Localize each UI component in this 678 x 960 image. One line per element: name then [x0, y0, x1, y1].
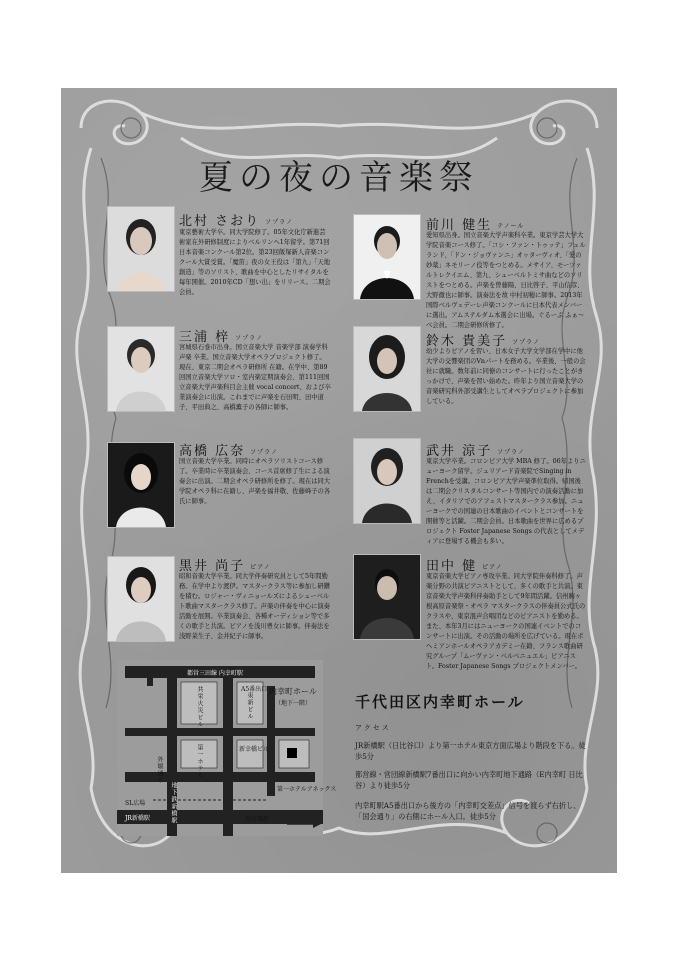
map-label-hall-sub: （地下一階）	[275, 700, 312, 707]
venue-name: 千代田区内幸町ホール	[355, 693, 525, 711]
performer-name-8: 田中 健 ピアノ	[426, 559, 503, 574]
performer-name-2: 前川 健生 テノール	[426, 218, 525, 233]
page-title: 夏の夜の音楽祭	[199, 158, 479, 198]
map-label-building-3: 第一ホテル	[196, 744, 203, 779]
performer-name-5: 高橋 広奈 ソプラノ	[179, 444, 278, 459]
access-line-1: JR新橋駅（日比谷口）より第一ホテル東京方面広場より階段を下る。徒歩5分	[355, 741, 586, 761]
map-label-jr: JR新橋駅	[125, 815, 150, 822]
performer-bio-7: 昭和音楽大学卒業。同大学伴奏研究員として5年間勤務。在学中より渡伊。マスタークラス等に参加し研鑽を積む。ロジャー・ヴィニョールズによるシューベルト歌曲マスタークラス修了。声楽の伴奏を中心に演奏活動を展開。卒業演奏会、各種オーディション等で多くの歌手と共演。ピアノを浅川豊女に師事。伴奏法を浅野菜生子、金井紀子に師事。	[179, 573, 330, 640]
performer-photo-5	[107, 442, 175, 528]
performer-name-4: 鈴木 貴美子 ソプラノ	[426, 334, 540, 349]
map-label-building-5: 第一ホテルアネックス	[277, 786, 337, 793]
performer-bio-6: 東京大学卒業。コロンビア大学 MBA 修了。06年よりニューヨーク留学。ジュリアード音楽院でSinging in Frenchを受講。コロンビア大学声楽準位取得。帰国後は二期会クリスタルコンサート等国内での演奏活動に加え、イタリアでのアフェストマスタークラス参加。ニューヨークでの国連の日本歌曲のイベントとコンサートを開催等と活躍。二期会会員。日本歌曲を世界に広めるプロジェクト Foster Japanese Songs の代表としてメディアに登場する機会も多い。	[426, 458, 586, 545]
map-label-building-2: 東新ビル	[246, 692, 253, 720]
map-label-sl: SL広場	[125, 800, 146, 807]
flyer-sheet	[61, 88, 617, 873]
access-line-2: 都営線・営団線新橋駅7番出口に向かい内幸町地下通路（E内幸町 日比谷）より徒歩5分	[355, 770, 583, 790]
performer-bio-1: 東京藝術大学卒。同大学院修了。05年文化庁新進芸術家在外研修制度によりベルリンへ1年留学。第71回日本音楽コンクール第2位。第23回飯塚新人音楽コンクール大賞受賞。「魔笛」夜の女王役は「第九」「天地創造」等のソリスト、歌曲を中心としたリサイタルを毎年開催。2010年CD「想い出」をリリース。二期会会員。	[179, 229, 331, 296]
map-label-street: 外堀通り	[156, 756, 163, 784]
performer-name-1: 北村 さおり ソプラノ	[179, 214, 293, 229]
performer-bio-4: 幼少よりピアノを習い、日本女子大学文学部在学中に他大学の交響楽団のVnパートを務める。卒業後、一般の会社に就職。数年前に同僚のコンサートに行ったことがきっかけで、声楽を習い始めた。昨年より国立音楽大学の音楽研究科外部受講生としてオペラプロジェクトに参加している。	[426, 348, 586, 405]
performer-photo-6	[353, 438, 421, 524]
performer-photo-2	[353, 214, 421, 300]
performer-bio-3: 宮城県石巻市出身。国立音楽大学 音楽学部 演奏学科 声楽 卒業。国立音楽大学オペラプロジェクト修了。現在、東京二期会オペラ研修所 在籍。在学中、第89回国立音楽大学ソロ・室内楽定期演奏会、第111回国立音楽大学声楽科目会主催 vocal concert、および卒業演奏会に出演。これまでに声楽を石田明、田中道子、平田典之、高橋薫子の各師に師事。	[179, 344, 331, 411]
access-heading: アクセス	[355, 724, 391, 732]
performer-name-6: 武井 涼子 ソプラノ	[426, 444, 525, 459]
map-label-building-1: 共栄火災ビル	[196, 686, 203, 728]
access-line-3: 内幸町駅A5番出口から後方の「内幸町交差点」信号を渡らず右折し、「国会通り」の右側にホール入口。徒歩5分	[355, 801, 581, 821]
performer-photo-4	[353, 326, 421, 412]
map-label-exit: A5番出口	[241, 686, 268, 693]
performer-photo-3	[107, 326, 175, 412]
performer-name-3: 三浦 梓 ソプラノ	[179, 330, 263, 345]
performer-photo-8	[353, 554, 421, 640]
performer-bio-8: 東京音楽大学ピアノ専攻卒業。同大学院伴奏科修了。声楽分野の共演ピアニストとして、多くの歌手と共演。東京音楽大学声楽科伴奏助手として9年間活躍。信州駒ヶ根高原音楽祭・オペラ マスタークラスの伴奏員公式氏のクラスや、東京混声合唱団などのピアニストを勤める。また、本年3月にはニューヨークの国連イベントでのコンサートに出演。その活動の場所を広げている。現在ボヘミアンホールオペラアカデミー在籍、フランス歌曲研究グループ「ムーヴァン・ベルベニュエル」ピアニスト。Foster Japanese Songs プロジェクトメンバー。	[426, 573, 586, 670]
performer-bio-2: 愛知県出身。国立音楽大学声楽科卒業。東京学芸大学大学院音楽コース修了。「コシ・ファン・トゥッテ」フェルランド、「ドン・ジョヴァンニ」オッターヴィオ、「愛の妙薬」ネモリーノ役等をつとめる。メサイア、モーツァルトレクイエム、第九、シューベルトミサ曲などのソリストをつとめる。声楽を曽藤陽、日比啓子、平山信彦、大野徹也に師事。演奏法を故 中村初穂に師事。2013年国際ベルヴェデーレ声楽コンクールに日本代表メンバーに選出。アムステルダム本選会に出場。ぐるーぷ ふぁ～べ会員。二期会研修所修了。	[426, 232, 586, 329]
map-label-top-street: 都営三田線 内幸町駅	[187, 670, 243, 677]
performer-bio-5: 国立音楽大学卒業。同時にオペラソリストコース修了。卒業時に卒業演奏会、コース首席修了生による演奏会に出演。二期会オペラ研修所を修了。現在は同大学院オペラ科に在籍し、声楽を福井敬、佐藤峰子の各氏に師事。	[179, 458, 331, 505]
map-label-hall: 内幸町ホール	[269, 687, 317, 696]
performer-photo-1	[107, 206, 175, 292]
map-label-arrow-to: 至有楽町	[245, 816, 270, 823]
performer-photo-7	[107, 556, 175, 642]
map-label-building-4: 新幸橋ビル	[239, 746, 270, 753]
performer-name-7: 黒井 尚子 ピアノ	[179, 559, 271, 574]
hall-marker	[287, 748, 297, 758]
map-label-station-exit: 地下鉄新橋駅	[170, 782, 177, 824]
access-map	[117, 660, 337, 836]
